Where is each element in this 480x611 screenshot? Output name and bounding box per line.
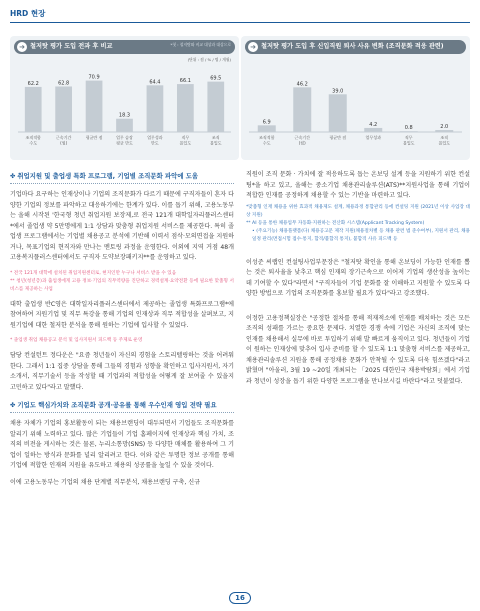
bar: [207, 82, 224, 132]
data-label: 2.0: [440, 124, 449, 131]
section-heading-2: ✤ 기업도 핵심가치와 조직문화 공개·공유를 통해 우수인재 영입 전략 필요: [10, 401, 217, 409]
tick-label: (월): [60, 140, 68, 146]
tick-label: 수도: [262, 140, 271, 146]
data-label: 69.5: [210, 75, 222, 82]
tick-label: 만도: [151, 140, 159, 146]
data-label: 18.3: [118, 112, 131, 119]
section-heading-1: ✤ 취업지원 및 출업생 특화 프로그램, 기업별 조직문화 파악에 도움: [10, 172, 199, 180]
footnote: ** AI 등을 통한 채용업무 자동화·지원하는 전산화 시스템(Applicant Tracking System): [246, 220, 425, 226]
paragraph: 이정한 고용정책실장은 "공정한 절차를 통해 적재적소에 인재를 배치하는 것은 모든 조직의 성패를 가르는 중요한 문제다. 치열한 경쟁 속에 기업은 자신의 조직에 맞는 인재를 채용해서 실무에 바로 투입하기 위해 발 빠르게 움직이고 있다. 청년들이 기업이 원하는 인재상에 맞추어 입사 준비를 할 수 있도록 1:1 맞춤형 서비스를 제공하고, 채용관리솔루션 지원을 통해 공정채용 문화가 안착될 수 있도록 더욱 힘쓰겠다"라고 밝혔며 "아울러, 3월 19 ~20일 개최되는 「2025 대한민국 채용박람회」에서 기업과 청년이 성장을 돕기 위한 다양한 프로그램을 만나보시길 바란다"라고 덧붙였다.: [246, 314, 470, 385]
tick-label: 몰입도: [438, 140, 451, 146]
tick-label: 수도: [29, 140, 38, 146]
data-label: 6.9: [262, 119, 271, 126]
chart-legend: (단위 : 점 / % / 명 / 개월): [187, 57, 231, 62]
bar: [116, 119, 133, 132]
bar: [147, 85, 164, 132]
tick-label: 평균만 점: [329, 135, 347, 140]
bar: [364, 128, 382, 132]
bar: [55, 86, 72, 132]
right-column: [246, 170, 470, 393]
tick-label: 평균만 점: [85, 135, 103, 140]
data-label: 64.4: [149, 79, 161, 86]
section-divider: [10, 183, 234, 184]
arrow-right-icon: ➜: [248, 42, 258, 52]
data-label: 39.0: [332, 88, 344, 95]
data-label: 46.2: [296, 81, 308, 88]
paragraph: 이성준 씨랩인 컨설팅사업부문장은 "철저탓 확인을 통해 온보딩이 가능한 인재를 뽑는 것은 퇴사율을 낮추고 핵심 인재의 장기근속으로 이어져 기업의 생산성을 높이는데 기여할 수 있다"라면서 "구직자들이 기업 문화를 잘 이해하고 지원할 수 있도록 다양한 방법으로 기업의 조직문화를 홍보할 필요가 있다"라고 강조했다.: [246, 258, 470, 297]
paragraph: 채용 자체가 기업의 홍보활동이 되는 채용브랜딩이 대두되면서 기업들도 조직문화를 알리기 위해 노력하고 있다. 많은 기업들이 기업 홈페이지에 인재상과 핵심 가치, 조직의 비전을 게시하는 것은 물론, 누리소통망(SNS) 등 다양한 매체를 활용하여 그 기업이 일하는 방식과 문화를 널리 알리려고 한다. 이와 같은 투명한 정보 공개를 통해 기업에 적합한 인재의 지원율 유도하고 채용의 성공률을 높일 수 있을 것이다.: [10, 420, 234, 469]
tick-label: 직무: [404, 135, 413, 140]
footnote: ** 청년(청년층)과 출업생에게 고용 정보·기업의 직무역량을 진단하고 경력설계·요약전환 등에 필요한 맞춤형 서비스를 제공하는 사업: [10, 278, 234, 292]
bar: [25, 87, 42, 132]
paragraph: 이에 고용노동부는 기업의 채용 단계별 직무분석, 채용브랜딩 구축, 신규: [10, 478, 201, 486]
tick-label: 몰입도: [402, 140, 415, 146]
tick-label: 조직적합: [25, 135, 41, 140]
header-divider: [10, 22, 470, 23]
chart-subtitle-left: *첫 : 철저탓와 비교 대상과 대상으로: [170, 42, 231, 47]
tick-label: 근속기간: [55, 135, 72, 140]
footnote: • (주요기능) 채용플랫폼(다) 채용공고문 제작 지원(채용절차별 등 채용 관련 법 준수여부), 지원서 관리, 채용일정 관리(면접시험 접수·통지, 합격/불합격 통지), 불합격 사유 피드백 등: [252, 228, 470, 242]
tick-label: 업무성과: [365, 135, 381, 140]
chart-panel-right: [241, 36, 470, 160]
bar-chart-right: [241, 56, 470, 160]
footnote: * 전국 121개 대학에 설치된 취업지원센터로, 현지인만 누구나 서비스 받을 수 있음: [10, 270, 177, 276]
data-label: 62.2: [27, 80, 39, 87]
paragraph: 담당 컨설턴트 정다운은 "요즘 청년들이 자신의 경험을 스토리텔링하는 것을 어려워한다. 그래서 1:1 집중 상담을 통해 그들의 경험과 성향을 확인하고 입사지원서, 자기소개서, 직무기술서 등을 작성할 때 기업과의 적합성을 어떻게 잘 보여줄 수 있을지 고민하고 있다"라고 말했다.: [10, 352, 234, 391]
paragraph: 대학 출업생 반C영은 대학일자리플러스센터에서 제공하는 졸업생 특화프로그램*에 참여하여 지원기업 및 직무 특강을 통해 기업의 인재상과 직무 적합성을 살펴보고, 지원기업에 대한 철저한 분석을 통해 원하는 기업에 입사할 수 있었다.: [10, 300, 234, 329]
arrow-right-icon: ➜: [17, 42, 27, 52]
tick-label: 조직: [211, 135, 220, 140]
bar-chart-left: [10, 56, 239, 160]
tick-label: 조직: [440, 135, 449, 140]
check-icon: ✤: [10, 401, 16, 409]
data-label: 62.8: [58, 80, 70, 87]
chart-title-left: 철저탓 평가 도입 전과 후 비교: [30, 43, 113, 50]
footnote: *맞춤형 인재 채용을 위한 효과적 채용제도 설계, 채용과정 통합관리 등에 컨설팅 지원 (2021년 이상 사업장 대상 지원): [246, 204, 470, 218]
tick-label: 몰입도: [209, 140, 222, 146]
tick-label: 몰입도: [179, 140, 192, 146]
paragraph: 기업마다 요구하는 인재상이나 기업의 조직문화가 다르기 때문에 구직자들이 혼자 다양한 기업의 정보를 파악하고 대응하기에는 한계가 있다. 이를 돕기 위해, 고용노동부는 올해 시작된 '한국형 청년 취업지원 보장제,로 전국 121개 대학일자리플러스센터*에서 졸업생 약 5만명에게 1:1 상담과 맞춤형 취업지원 서비스를 제공한다. 특히 졸업생 프로그램에서는 기업별 채용공고 분석에 기반해 이력서 점삭·모의면접을 지원하거나, 목표기업의 현직자와 만나는 멘토링 과정을 운영한다. 이외에 지역 거점 48개 고용복지플러스센터에서도 구직자 도약보장패키지**를 운영하고 있다.: [10, 191, 234, 261]
bar: [258, 125, 276, 132]
data-label: 66.1: [179, 78, 191, 85]
tick-label: 업무성과: [147, 135, 163, 140]
section-divider: [10, 412, 234, 413]
tick-label: 직무: [181, 135, 190, 140]
bar: [293, 87, 311, 132]
chart-title-right: 철저탓 평가 도입 후 신입직원 퇴사 사유 변화 (조직문화 적응 관련): [261, 43, 444, 50]
bar: [400, 131, 418, 132]
bar: [329, 94, 347, 132]
bar: [86, 81, 103, 132]
data-label: 0.8: [404, 125, 413, 132]
tick-label: 업무 습장: [116, 135, 133, 140]
data-label: 70.9: [88, 74, 100, 81]
paragraph: 직원이 조직 문화 · 가치에 잘 적응하도록 돕는 온보딩 설계 등을 지원하기 위한 컨설팅*을 하고 있고, 올해는 중소기업 채용관리솔루션(ATS)**지원사업을 통해 기업이 적합한 인재를 공정하게 채용할 수 있는 기반을 마련하고 있다.: [246, 171, 470, 199]
data-label: 4.2: [369, 121, 378, 128]
chart-title-bar-right: [245, 40, 466, 54]
check-icon: ✤: [10, 172, 16, 180]
tick-label: (월): [298, 140, 306, 146]
page-number: 16: [0, 592, 480, 604]
tick-label: 근속기간: [294, 135, 310, 140]
tick-label: 조직적합: [259, 135, 275, 140]
bar: [177, 84, 194, 132]
footnote: * 졸업생 취업 채용공고 분석 및 입사지원서 피드백 등 주제로 운영: [10, 338, 143, 343]
bar: [435, 130, 453, 132]
left-column: [10, 170, 234, 494]
chart-panel-left: [10, 36, 239, 160]
section-header: HRD 현장: [10, 9, 46, 18]
tick-label: 평균 만도: [116, 140, 133, 146]
